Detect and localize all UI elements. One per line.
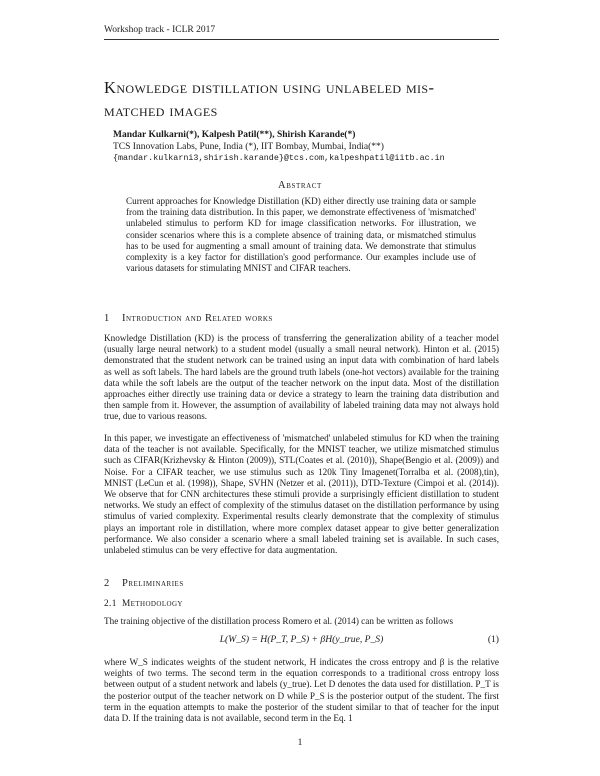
methodology-intro: The training objective of the distillation process Romero et al. (2014) can be written as follows	[104, 616, 454, 626]
paper-title	[104, 76, 504, 122]
section-1-number: 1	[104, 313, 110, 324]
page-number: 1	[297, 738, 303, 748]
running-head: Workshop track - ICLR 2017	[104, 25, 216, 35]
section-1-paragraph-2: In this paper, we investigate an effectiveness of 'mismatched' unlabeled stimulus for KD when the training data of the teacher is not available. Specifically, for the MNIST teacher, we utilize mismatched stimulus such as CIFAR(Krizhevsky & Hinton (2009)), STL(Coates et al. (2010)), Shape(Bengio et al. (2009)) and Noise. For a CIFAR teacher, we use stimulus such as 120k Tiny Imagenet(Torralba et al. (2008),tin), MNIST (LeCun et al. (1998)), Shape, SVHN (Netzer et al. (2011)), DTD-Texture (Cimpoi et al. (2014)). We observe that for CNN architectures these stimuli provide a surprisingly efficient distillation to student networks. We study an effect of complexity of the stimulus dataset on the distillation performance by using stimulus of varied complexity. Experimental results clearly demonstrate that the complexity of stimulus plays an important role in distillation, where more complex dataset appear to give better generalization performance. We also consider a scenario where a small labeled training set is available. In such cases, unlabeled stimulus can be very effective for data augmentation.	[104, 433, 499, 556]
header-rule	[104, 39, 499, 40]
section-2-heading	[104, 578, 184, 589]
author-affiliation: TCS Innovation Labs, Pune, India (*), IIT Bombay, Mumbai, India(**)	[113, 142, 384, 152]
section-2-number: 2	[104, 578, 110, 589]
equation-1-formula: L(W_S) = H(P_T, P_S) + βH(y_true, P_S)	[219, 634, 384, 645]
title-line-2: matched images	[104, 101, 218, 120]
abstract-heading: Abstract	[278, 180, 322, 191]
abstract-text: Current approaches for Knowledge Distillation (KD) either directly use training data or sample from the training data distribution. In this paper, we demonstrate effectiveness of 'mismatched' unlabeled stimulus to perform KD for image classification networks. For illustration, we consider scenarios where this is a complete absence of training data, or mismatched stimulus has to be used for augmenting a small amount of training data. We demonstrate that stimulus complexity is a key factor for distillation's good performance. Our examples include use of various datasets for stimulating MNIST and CIFAR teachers.	[126, 196, 476, 274]
section-1-heading	[104, 313, 273, 324]
methodology-explanation: where W_S indicates weights of the student network, H indicates the cross entropy and β is the relative weights of two terms. The second term in the equation corresponds to a traditional cross entropy loss between output of a student network and labels (y_true). Let D denotes the data used for distillation. P_T is the posterior output of the teacher network on D while P_S is the posterior output of the student. The first term in the equation attempts to make the posterior of the student similar to that of teacher for the input data D. If the training data is not available, second term in the Eq. 1	[104, 657, 499, 724]
equation-1	[104, 634, 499, 648]
author-emails: {mandar.kulkarni3,shirish.karande}@tcs.com,kalpeshpatil@iitb.ac.in	[113, 153, 445, 163]
subsection-2-1-title: Methodology	[122, 599, 183, 609]
equation-1-number: (1)	[487, 634, 499, 645]
title-line-1: Knowledge distillation using unlabeled mis-	[104, 78, 435, 97]
author-names: Mandar Kulkarni(*), Kalpesh Patil(**), Shirish Karande(*)	[113, 130, 356, 140]
section-1-paragraph-1: Knowledge Distillation (KD) is the process of transferring the generalization ability of a teacher model (usually large neural network) to a student model (usually a small neural network). Hinton et al. (2015) demonstrated that the student network can be trained using an input data with combination of hard labels as well as soft labels. The hard labels are the ground truth labels (one-hot vectors) available for the training data while the soft labels are the output of the teacher network on the input data. Most of the distillation approaches either directly use training data or device a strategy to learn the training data distribution and then sample from it. However, the assumption of availability of labeled training data may not always hold true, due to various reasons.	[104, 333, 499, 422]
subsection-2-1-number: 2.1	[104, 599, 117, 609]
section-1-title: Introduction and Related works	[122, 313, 273, 324]
subsection-2-1-heading	[104, 599, 183, 609]
section-2-title: Preliminaries	[122, 578, 184, 589]
